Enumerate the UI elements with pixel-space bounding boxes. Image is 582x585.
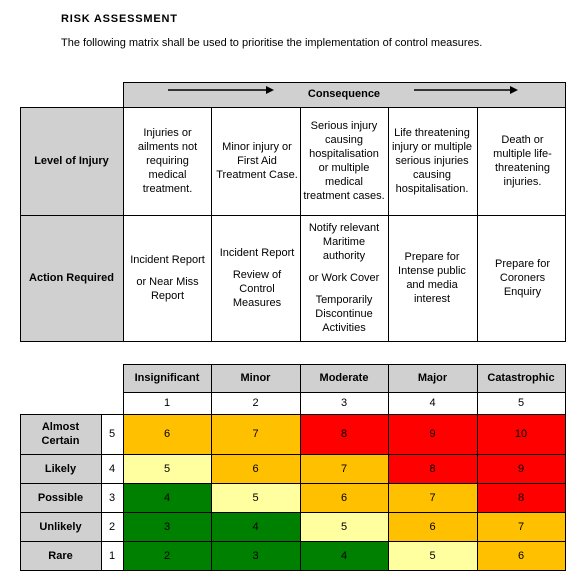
grid-line xyxy=(565,82,566,342)
matrix-cell-1-1: 2 xyxy=(123,541,211,570)
page-title: RISK ASSESSMENT xyxy=(61,13,178,25)
matrix-cell-4-1: 5 xyxy=(123,454,211,483)
grid-line xyxy=(123,82,124,342)
matrix-cell-2-2: 4 xyxy=(211,512,300,541)
matrix-cell-5-4: 9 xyxy=(388,414,477,454)
grid-line xyxy=(20,341,566,342)
grid-line xyxy=(20,414,21,571)
grid-line xyxy=(565,364,566,571)
row-number-3: 3 xyxy=(108,491,116,504)
injury-cell-1: Injuries or ailments not requiring medical treatment. xyxy=(137,127,198,195)
col-label-catastrophic: Catastrophic xyxy=(487,372,555,384)
grid-line xyxy=(20,107,21,342)
matrix-cell-1-5: 6 xyxy=(477,541,565,570)
action-cell-3-line-2: or Work Cover xyxy=(308,272,380,284)
grid-line xyxy=(211,364,212,571)
intro-text: The following matrix shall be used to prioritise the implementation of control measures. xyxy=(61,37,483,49)
grid-line xyxy=(477,107,478,342)
matrix-cell-5-3: 8 xyxy=(300,414,388,454)
injury-cell-5: Death or multiple life-threatening injuries. xyxy=(493,134,552,188)
grid-line xyxy=(123,392,566,393)
row-label-level-of-injury: Level of Injury xyxy=(34,155,109,167)
row-label-unlikely: Unlikely xyxy=(20,512,101,541)
action-cell-2-line-2: Review of Control Measures xyxy=(232,269,282,309)
matrix-cell-3-1: 4 xyxy=(123,483,211,512)
grid-line xyxy=(123,364,566,365)
grid-line xyxy=(211,107,212,342)
matrix-cell-2-4: 6 xyxy=(388,512,477,541)
row-number-2: 2 xyxy=(108,520,116,533)
grid-line xyxy=(101,414,102,571)
grid-line xyxy=(123,82,566,83)
matrix-cell-1-3: 4 xyxy=(300,541,388,570)
grid-line xyxy=(388,364,389,571)
action-cell-3 xyxy=(303,215,385,341)
action-cell-4-line-1: Prepare for Intense public and media interest xyxy=(398,251,466,305)
grid-line xyxy=(300,364,301,571)
matrix-cell-5-1: 6 xyxy=(123,414,211,454)
matrix-cell-2-3: 5 xyxy=(300,512,388,541)
row-label-action-required: Action Required xyxy=(29,272,114,284)
row-label-almost-certain: Almost Certain xyxy=(20,414,101,454)
grid-line xyxy=(300,107,301,342)
matrix-cell-3-3: 6 xyxy=(300,483,388,512)
col-number-5: 5 xyxy=(517,397,525,409)
grid-line xyxy=(20,107,566,108)
grid-line xyxy=(123,364,124,571)
arrow-right-icon xyxy=(168,85,274,95)
col-number-4: 4 xyxy=(429,397,436,409)
matrix-cell-4-5: 9 xyxy=(477,454,565,483)
action-cell-1-line-1: Incident Report xyxy=(130,254,205,266)
row-label-likely: Likely xyxy=(20,454,101,483)
matrix-cell-1-4: 5 xyxy=(388,541,477,570)
matrix-cell-3-2: 5 xyxy=(211,483,300,512)
action-cell-4 xyxy=(391,215,473,341)
grid-line xyxy=(388,107,389,342)
action-cell-3-line-1: Notify relevant Maritime authority xyxy=(308,222,380,262)
matrix-cell-1-2: 3 xyxy=(211,541,300,570)
row-number-5: 5 xyxy=(108,428,116,440)
action-cell-1 xyxy=(128,215,207,341)
col-label-minor: Minor xyxy=(240,372,271,384)
action-cell-2 xyxy=(216,215,298,341)
action-cell-1-line-2: or Near Miss Report xyxy=(136,276,199,302)
matrix-cell-4-4: 8 xyxy=(388,454,477,483)
row-label-possible: Possible xyxy=(20,483,101,512)
action-cell-2-line-1: Incident Report xyxy=(219,247,295,259)
matrix-cell-5-2: 7 xyxy=(211,414,300,454)
col-number-1: 1 xyxy=(163,397,171,409)
grid-line xyxy=(477,364,478,571)
col-label-major: Major xyxy=(417,372,448,384)
matrix-cell-4-3: 7 xyxy=(300,454,388,483)
matrix-cell-3-4: 7 xyxy=(388,483,477,512)
row-number-4: 4 xyxy=(108,462,116,475)
matrix-cell-5-5: 10 xyxy=(477,414,565,454)
grid-line xyxy=(20,215,566,216)
row-label-rare: Rare xyxy=(20,541,101,570)
col-label-insignificant: Insignificant xyxy=(134,372,200,384)
col-number-2: 2 xyxy=(252,397,259,409)
matrix-cell-2-5: 7 xyxy=(477,512,565,541)
consequence-header: Consequence xyxy=(307,88,381,100)
matrix-cell-2-1: 3 xyxy=(123,512,211,541)
matrix-cell-3-5: 8 xyxy=(477,483,565,512)
col-label-moderate: Moderate xyxy=(319,372,369,384)
action-cell-5 xyxy=(484,215,561,341)
row-number-1: 1 xyxy=(108,549,116,562)
action-cell-5-line-1: Prepare for Coroners Enquiry xyxy=(494,258,551,298)
arrow-right-icon xyxy=(414,85,518,95)
matrix-cell-4-2: 6 xyxy=(211,454,300,483)
injury-cell-4: Life threatening injury or multiple serious injuries causing hospitalisation. xyxy=(391,127,473,195)
injury-cell-3: Serious injury causing hospitalisation or multiple medical treatment cases. xyxy=(303,120,385,202)
injury-cell-2: Minor injury or First Aid Treatment Case. xyxy=(216,141,298,181)
col-number-3: 3 xyxy=(340,397,348,409)
action-cell-3-line-3: Temporarily Discontinue Activities xyxy=(315,294,373,334)
